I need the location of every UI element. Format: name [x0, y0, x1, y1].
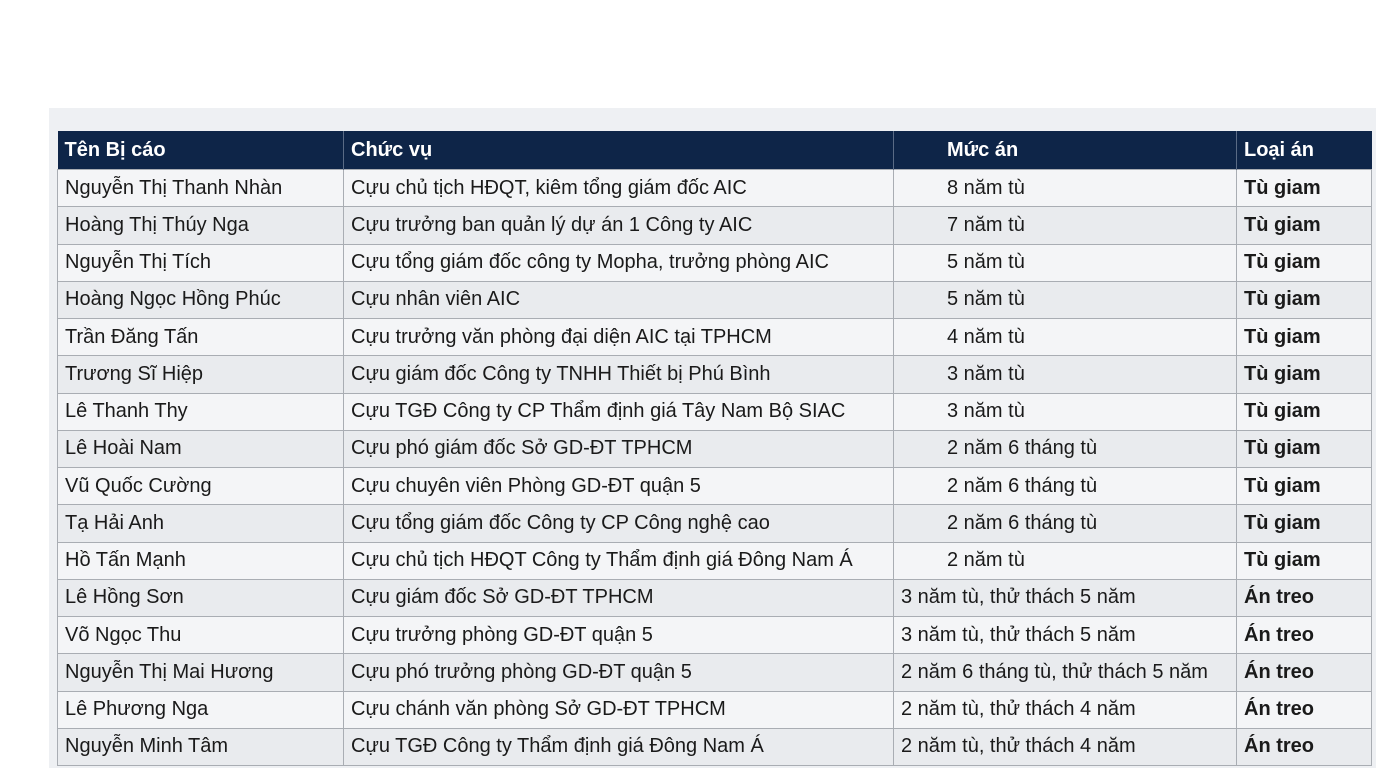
cell-sentence: 2 năm 6 tháng tù, thử thách 5 năm — [894, 654, 1237, 691]
cell-sentence: 2 năm tù, thử thách 4 năm — [894, 691, 1237, 728]
cell-role: Cựu tổng giám đốc công ty Mopha, trưởng phòng AIC — [344, 244, 894, 281]
verdicts-table — [57, 131, 1372, 766]
cell-type: Tù giam — [1237, 207, 1372, 244]
cell-role: Cựu trưởng phòng GD-ĐT quận 5 — [344, 617, 894, 654]
table-row — [58, 468, 1372, 505]
table-row — [58, 170, 1372, 207]
cell-name: Vũ Quốc Cường — [58, 468, 344, 505]
cell-type: Tù giam — [1237, 468, 1372, 505]
cell-sentence: 3 năm tù — [894, 393, 1237, 430]
table-row — [58, 319, 1372, 356]
cell-type: Án treo — [1237, 691, 1372, 728]
table-row — [58, 505, 1372, 542]
cell-type: Tù giam — [1237, 356, 1372, 393]
table-row — [58, 691, 1372, 728]
cell-type: Án treo — [1237, 579, 1372, 616]
cell-sentence: 5 năm tù — [894, 244, 1237, 281]
cell-role: Cựu chủ tịch HĐQT, kiêm tổng giám đốc AIC — [344, 170, 894, 207]
cell-name: Trương Sĩ Hiệp — [58, 356, 344, 393]
cell-sentence: 2 năm tù — [894, 542, 1237, 579]
table-row — [58, 356, 1372, 393]
cell-sentence: 2 năm tù, thử thách 4 năm — [894, 728, 1237, 765]
cell-role: Cựu nhân viên AIC — [344, 281, 894, 318]
cell-role: Cựu chuyên viên Phòng GD-ĐT quận 5 — [344, 468, 894, 505]
table-row — [58, 244, 1372, 281]
cell-sentence: 3 năm tù, thử thách 5 năm — [894, 617, 1237, 654]
header-type: Loại án — [1237, 131, 1372, 170]
cell-name: Lê Hoài Nam — [58, 430, 344, 467]
cell-type: Tù giam — [1237, 393, 1372, 430]
cell-sentence: 2 năm 6 tháng tù — [894, 430, 1237, 467]
header-role: Chức vụ — [344, 131, 894, 170]
cell-role: Cựu chánh văn phòng Sở GD-ĐT TPHCM — [344, 691, 894, 728]
cell-sentence: 3 năm tù, thử thách 5 năm — [894, 579, 1237, 616]
cell-role: Cựu TGĐ Công ty Thẩm định giá Đông Nam Á — [344, 728, 894, 765]
cell-name: Nguyễn Thị Tích — [58, 244, 344, 281]
table-body — [58, 170, 1372, 766]
cell-role: Cựu trưởng ban quản lý dự án 1 Công ty AIC — [344, 207, 894, 244]
header-sentence: Mức án — [894, 131, 1237, 170]
cell-role: Cựu phó trưởng phòng GD-ĐT quận 5 — [344, 654, 894, 691]
cell-type: Tù giam — [1237, 505, 1372, 542]
cell-sentence: 4 năm tù — [894, 319, 1237, 356]
cell-type: Tù giam — [1237, 281, 1372, 318]
cell-type: Án treo — [1237, 617, 1372, 654]
cell-name: Lê Hồng Sơn — [58, 579, 344, 616]
cell-sentence: 8 năm tù — [894, 170, 1237, 207]
cell-role: Cựu giám đốc Công ty TNHH Thiết bị Phú Bình — [344, 356, 894, 393]
cell-type: Tù giam — [1237, 319, 1372, 356]
table-row — [58, 617, 1372, 654]
cell-sentence: 5 năm tù — [894, 281, 1237, 318]
cell-name: Hoàng Ngọc Hồng Phúc — [58, 281, 344, 318]
table-row — [58, 542, 1372, 579]
cell-name: Nguyễn Minh Tâm — [58, 728, 344, 765]
cell-role: Cựu trưởng văn phòng đại diện AIC tại TPHCM — [344, 319, 894, 356]
table-row — [58, 281, 1372, 318]
table-row — [58, 430, 1372, 467]
cell-type: Án treo — [1237, 654, 1372, 691]
header-name: Tên Bị cáo — [58, 131, 344, 170]
cell-name: Nguyễn Thị Mai Hương — [58, 654, 344, 691]
cell-role: Cựu tổng giám đốc Công ty CP Công nghệ cao — [344, 505, 894, 542]
cell-type: Án treo — [1237, 728, 1372, 765]
cell-name: Tạ Hải Anh — [58, 505, 344, 542]
cell-name: Võ Ngọc Thu — [58, 617, 344, 654]
cell-role: Cựu TGĐ Công ty CP Thẩm định giá Tây Nam Bộ SIAC — [344, 393, 894, 430]
table-row — [58, 393, 1372, 430]
cell-name: Hoàng Thị Thúy Nga — [58, 207, 344, 244]
cell-role: Cựu phó giám đốc Sở GD-ĐT TPHCM — [344, 430, 894, 467]
table-row — [58, 579, 1372, 616]
cell-sentence: 2 năm 6 tháng tù — [894, 505, 1237, 542]
table-row — [58, 207, 1372, 244]
cell-sentence: 7 năm tù — [894, 207, 1237, 244]
cell-type: Tù giam — [1237, 170, 1372, 207]
cell-role: Cựu giám đốc Sở GD-ĐT TPHCM — [344, 579, 894, 616]
cell-type: Tù giam — [1237, 430, 1372, 467]
table-header — [58, 131, 1372, 170]
cell-sentence: 2 năm 6 tháng tù — [894, 468, 1237, 505]
cell-name: Hồ Tấn Mạnh — [58, 542, 344, 579]
table-row — [58, 728, 1372, 765]
table-row — [58, 654, 1372, 691]
cell-name: Nguyễn Thị Thanh Nhàn — [58, 170, 344, 207]
cell-name: Trần Đăng Tấn — [58, 319, 344, 356]
cell-type: Tù giam — [1237, 244, 1372, 281]
cell-sentence: 3 năm tù — [894, 356, 1237, 393]
cell-name: Lê Thanh Thy — [58, 393, 344, 430]
cell-name: Lê Phương Nga — [58, 691, 344, 728]
cell-role: Cựu chủ tịch HĐQT Công ty Thẩm định giá Đông Nam Á — [344, 542, 894, 579]
cell-type: Tù giam — [1237, 542, 1372, 579]
